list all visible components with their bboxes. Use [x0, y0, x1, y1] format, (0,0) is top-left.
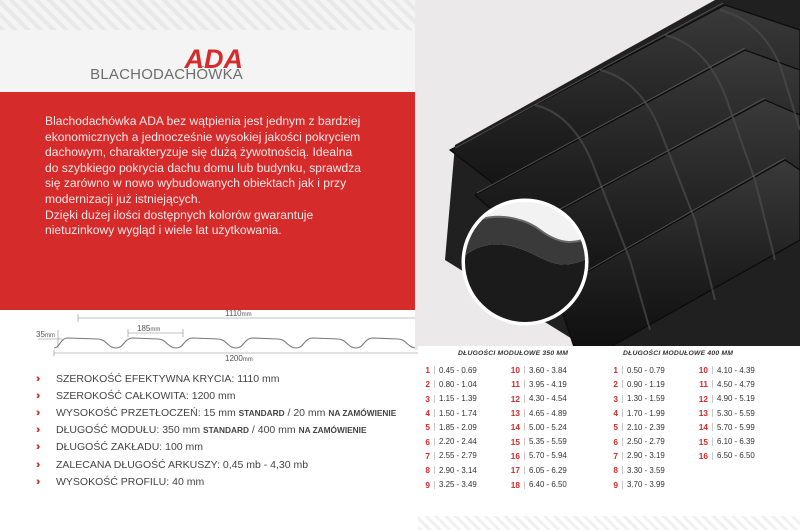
- row-number: 16: [698, 450, 708, 461]
- row-number: 8: [425, 465, 430, 476]
- row-number: 14: [698, 422, 708, 433]
- row-separator: [524, 366, 525, 374]
- row-length-range: 4.90 - 5.19: [717, 394, 755, 404]
- row-number: 7: [425, 450, 430, 461]
- spec-label: DŁUGOŚĆ MODUŁU:: [56, 424, 160, 437]
- row-length-range: 6.10 - 6.39: [717, 437, 755, 447]
- spec-label: SZEROKOŚĆ EFEKTYWNA KRYCIA:: [56, 372, 235, 385]
- row-length-range: 6.50 - 6.50: [717, 451, 755, 461]
- row-number: 14: [510, 422, 520, 433]
- row-separator: [712, 395, 713, 403]
- table-row: [608, 392, 665, 406]
- table-row: [698, 449, 755, 463]
- header-box: [0, 0, 415, 92]
- table-row: [510, 377, 567, 391]
- chevron-double-right-icon: ››: [36, 389, 38, 402]
- chevron-double-right-icon: ››: [36, 424, 38, 437]
- table-row: [510, 392, 567, 406]
- spec-label: DŁUGOŚĆ ZAKŁADU:: [56, 441, 163, 454]
- dim-module-label: 185mm: [137, 324, 161, 333]
- table-row: [510, 449, 567, 463]
- row-length-range: 4.50 - 4.79: [717, 379, 755, 389]
- row-number: 12: [510, 393, 520, 404]
- spec-label: WYSOKOŚĆ PRZETŁOCZEŃ:: [56, 406, 201, 419]
- row-separator: [524, 409, 525, 417]
- table-row: [510, 420, 567, 434]
- module-length-tables: [418, 346, 800, 530]
- row-separator: [434, 366, 435, 374]
- row-length-range: 2.90 - 3.19: [627, 451, 665, 461]
- spec-label: SZEROKOŚĆ CAŁKOWITA:: [56, 389, 189, 402]
- row-number: 17: [510, 465, 520, 476]
- row-number: 1: [613, 365, 618, 376]
- row-separator: [622, 423, 623, 431]
- table-row: [510, 434, 567, 448]
- row-separator: [712, 380, 713, 388]
- row-separator: [622, 466, 623, 474]
- row-length-range: 3.70 - 3.99: [627, 480, 665, 490]
- row-separator: [524, 452, 525, 460]
- roof-tile-photo: [415, 0, 800, 350]
- spec-value-2: / 20 mm: [287, 406, 326, 419]
- row-separator: [434, 395, 435, 403]
- table-400-title: DŁUGOŚCI MODUŁOWE 400 MM: [623, 350, 734, 357]
- row-length-range: 6.40 - 6.50: [529, 480, 567, 490]
- table-row: [510, 477, 567, 491]
- row-separator: [712, 452, 713, 460]
- product-subtitle: BLACHODACHÓWKA: [90, 66, 243, 83]
- row-length-range: 1.85 - 2.09: [439, 422, 477, 432]
- row-separator: [622, 438, 623, 446]
- table-row: [510, 363, 567, 377]
- table-row: [420, 434, 477, 448]
- spec-value: 0,45 mb - 4,30 mb: [222, 458, 309, 471]
- spec-value: 40 mm: [172, 475, 205, 488]
- row-separator: [524, 380, 525, 388]
- table-row: [420, 449, 477, 463]
- row-number: 9: [613, 479, 618, 490]
- row-separator: [622, 481, 623, 489]
- row-length-range: 5.30 - 5.59: [717, 408, 755, 418]
- row-number: 13: [510, 408, 520, 419]
- row-separator: [622, 395, 623, 403]
- row-separator: [622, 452, 623, 460]
- spec-row: [36, 370, 426, 387]
- spec-row: [36, 439, 426, 456]
- table-row: [608, 434, 665, 448]
- row-length-range: 3.95 - 4.19: [529, 379, 567, 389]
- spec-value: 1200 mm: [191, 389, 236, 402]
- row-separator: [524, 481, 525, 489]
- spec-tag: STANDARD: [203, 425, 249, 436]
- row-separator: [712, 409, 713, 417]
- chevron-double-right-icon: ››: [36, 441, 38, 454]
- spec-tag: NA ZAMÓWIENIE: [328, 407, 397, 418]
- row-length-range: 1.30 - 1.59: [627, 394, 665, 404]
- table-row: [420, 463, 477, 477]
- row-separator: [434, 452, 435, 460]
- table-row: [510, 463, 567, 477]
- spec-label: ZALECANA DŁUGOŚĆ ARKUSZY:: [56, 458, 220, 471]
- row-separator: [524, 466, 525, 474]
- chevron-double-right-icon: ››: [36, 475, 38, 488]
- row-number: 2: [613, 379, 618, 390]
- table-row: [608, 477, 665, 491]
- table-350-col-2: [510, 363, 567, 492]
- table-row: [698, 377, 755, 391]
- row-number: 1: [425, 365, 430, 376]
- chevron-double-right-icon: ››: [36, 406, 38, 419]
- table-row: [608, 406, 665, 420]
- table-350-col-1: [420, 363, 477, 492]
- row-length-range: 2.55 - 2.79: [439, 451, 477, 461]
- profile-drawing: [36, 308, 433, 363]
- table-350-title: DŁUGOŚCI MODUŁOWE 350 MM: [458, 350, 569, 357]
- product-title: ADA: [184, 44, 243, 74]
- row-length-range: 0.45 - 0.69: [439, 365, 477, 375]
- spec-label: WYSOKOŚĆ PROFILU:: [56, 475, 170, 488]
- row-number: 11: [511, 379, 520, 390]
- spec-row: [36, 404, 426, 421]
- table-row: [608, 449, 665, 463]
- table-400-col-2: [698, 363, 755, 463]
- row-length-range: 0.80 - 1.04: [439, 379, 477, 389]
- row-number: 10: [510, 365, 520, 376]
- row-separator: [622, 380, 623, 388]
- row-length-range: 6.05 - 6.29: [529, 465, 567, 475]
- row-length-range: 0.90 - 1.19: [627, 379, 665, 389]
- row-length-range: 3.60 - 3.84: [529, 365, 567, 375]
- row-number: 3: [425, 393, 430, 404]
- row-separator: [712, 438, 713, 446]
- row-length-range: 3.30 - 3.59: [627, 465, 665, 475]
- row-length-range: 5.00 - 5.24: [529, 422, 567, 432]
- row-separator: [622, 409, 623, 417]
- dim-full-width-label: 1200mm: [225, 354, 253, 363]
- row-separator: [434, 380, 435, 388]
- row-number: 15: [510, 436, 520, 447]
- spec-row: [36, 422, 426, 439]
- row-length-range: 2.90 - 3.14: [439, 465, 477, 475]
- product-description: [45, 114, 365, 239]
- row-separator: [524, 423, 525, 431]
- table-row: [608, 420, 665, 434]
- spec-row: [36, 387, 426, 404]
- table-row: [698, 420, 755, 434]
- row-separator: [524, 395, 525, 403]
- table-row: [420, 392, 477, 406]
- description-paragraph-2: Dzięki dużej ilości dostępnych kolorów gwarantuje nietuzinkowy wygląd i wiele lat użytkowania.: [45, 207, 314, 238]
- spec-row: [36, 456, 426, 473]
- row-length-range: 2.50 - 2.79: [627, 437, 665, 447]
- row-number: 9: [425, 479, 430, 490]
- decorative-pattern: [418, 516, 800, 530]
- table-row: [698, 392, 755, 406]
- spec-value: 15 mm: [203, 406, 236, 419]
- left-panel: [0, 0, 415, 310]
- spec-tag: STANDARD: [238, 407, 285, 418]
- spec-value: 350 mm: [162, 424, 201, 437]
- row-number: 4: [613, 408, 618, 419]
- table-400-col-1: [608, 363, 665, 492]
- table-row: [698, 406, 755, 420]
- row-number: 12: [698, 393, 708, 404]
- specs-list: [36, 370, 426, 490]
- row-number: 10: [698, 365, 708, 376]
- row-number: 6: [613, 436, 618, 447]
- header-pattern: [0, 0, 415, 30]
- row-separator: [524, 438, 525, 446]
- row-number: 2: [425, 379, 430, 390]
- dim-total-width-label: 1110mm: [225, 309, 252, 318]
- spec-value: 100 mm: [165, 441, 204, 454]
- row-number: 5: [613, 422, 618, 433]
- row-number: 7: [613, 450, 618, 461]
- table-row: [420, 377, 477, 391]
- chevron-double-right-icon: ››: [36, 372, 38, 385]
- row-number: 18: [510, 479, 520, 490]
- table-row: [510, 406, 567, 420]
- table-row: [420, 420, 477, 434]
- row-length-range: 4.30 - 4.54: [529, 394, 567, 404]
- row-number: 13: [698, 408, 708, 419]
- row-number: 6: [425, 436, 430, 447]
- row-length-range: 1.70 - 1.99: [627, 408, 665, 418]
- row-length-range: 5.35 - 5.59: [529, 437, 567, 447]
- row-length-range: 4.65 - 4.89: [529, 408, 567, 418]
- row-separator: [712, 366, 713, 374]
- row-length-range: 3.25 - 3.49: [439, 480, 477, 490]
- row-number: 5: [425, 422, 430, 433]
- row-number: 11: [699, 379, 708, 390]
- row-separator: [712, 423, 713, 431]
- row-separator: [434, 466, 435, 474]
- row-length-range: 2.10 - 2.39: [627, 422, 665, 432]
- row-number: 3: [613, 393, 618, 404]
- row-length-range: 1.15 - 1.39: [439, 394, 477, 404]
- row-length-range: 0.50 - 0.79: [627, 365, 665, 375]
- row-number: 15: [698, 436, 708, 447]
- table-row: [608, 463, 665, 477]
- row-length-range: 4.10 - 4.39: [717, 365, 755, 375]
- table-row: [420, 406, 477, 420]
- row-separator: [434, 438, 435, 446]
- row-length-range: 1.50 - 1.74: [439, 408, 477, 418]
- spec-row: [36, 473, 426, 490]
- table-row: [608, 363, 665, 377]
- spec-value-2: / 400 mm: [251, 424, 296, 437]
- row-number: 16: [510, 450, 520, 461]
- table-row: [698, 434, 755, 448]
- table-row: [420, 477, 477, 491]
- chevron-double-right-icon: ››: [36, 458, 38, 471]
- row-separator: [434, 423, 435, 431]
- row-separator: [434, 409, 435, 417]
- row-length-range: 5.70 - 5.99: [717, 422, 755, 432]
- spec-value: 1110 mm: [237, 372, 280, 385]
- table-row: [608, 377, 665, 391]
- description-paragraph-1: Blachodachówka ADA bez wątpienia jest jednym z bardziej ekonomicznych a jednocześnie wysokiej jakości pokryciem dachowym, charakteryzuje się dużą żywotnością. Idealna do szybkiego pokrycia dachu domu lub budynku, sprawdza się zarówno w nowo wybudowanych obiektach jak i przy modernizacji już istniejących.: [45, 114, 361, 206]
- table-row: [698, 363, 755, 377]
- table-row: [420, 363, 477, 377]
- row-separator: [622, 366, 623, 374]
- row-separator: [434, 481, 435, 489]
- row-number: 8: [613, 465, 618, 476]
- dim-height-label: 35mm: [36, 330, 55, 339]
- row-length-range: 5.70 - 5.94: [529, 451, 567, 461]
- row-length-range: 2.20 - 2.44: [439, 437, 477, 447]
- row-number: 4: [425, 408, 430, 419]
- spec-tag: NA ZAMÓWIENIE: [298, 425, 367, 436]
